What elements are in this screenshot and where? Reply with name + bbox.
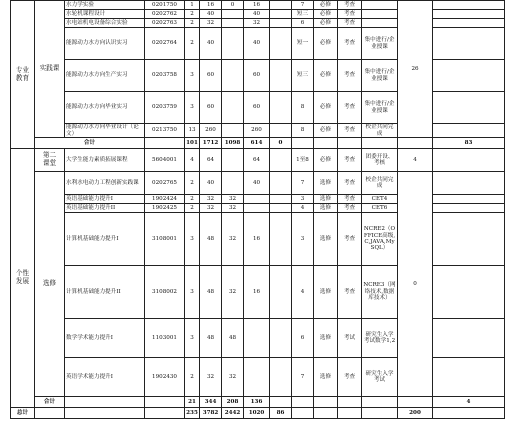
- other-hours: [270, 92, 292, 124]
- other-hours: [270, 149, 292, 172]
- hours: 60: [200, 92, 222, 124]
- hours: 32: [200, 358, 222, 397]
- blank-cell: [35, 408, 65, 419]
- credit: 2: [185, 358, 200, 397]
- course-type: 必修: [314, 10, 338, 19]
- subtotal-label: 合计: [35, 397, 65, 408]
- credit: 2: [185, 204, 200, 213]
- lecture-hours: [222, 124, 244, 138]
- blank-cell: [338, 138, 362, 149]
- course-type: 选修: [314, 204, 338, 213]
- other-hours: [270, 60, 292, 92]
- exam-type: 考查: [338, 266, 362, 319]
- blank-cell: [338, 397, 362, 408]
- hours: 32: [200, 195, 222, 204]
- lecture-hours: [222, 60, 244, 92]
- other-hours: [270, 358, 292, 397]
- blank-cell: [433, 204, 505, 213]
- blank-cell: [362, 397, 398, 408]
- course-type: 必修: [314, 28, 338, 60]
- credit: 2: [185, 28, 200, 60]
- table-row: [11, 1, 505, 10]
- course-type: 选修: [314, 319, 338, 358]
- hours: 32: [200, 19, 222, 28]
- table-row: [11, 172, 505, 195]
- course-name: 能源动力水方向认识实习: [65, 28, 145, 60]
- course-code: 3108002: [145, 266, 185, 319]
- course-name: 水轮机课程设计: [65, 10, 145, 19]
- blank-cell: [433, 28, 505, 60]
- lecture-hours: 32: [222, 195, 244, 204]
- note: CET4: [362, 195, 398, 204]
- category-shijianke: 实践课: [35, 1, 65, 138]
- grand-total-other: 86: [270, 408, 292, 419]
- blank-cell: [433, 266, 505, 319]
- grand-total-label: 总计: [11, 408, 35, 419]
- blank-cell: [433, 213, 505, 266]
- other-hours: [270, 124, 292, 138]
- lecture-hours: 32: [222, 358, 244, 397]
- blank-cell: [65, 397, 145, 408]
- subtotal-other: [270, 397, 292, 408]
- note: 研究生入学考试: [362, 358, 398, 397]
- lecture-hours: [222, 172, 244, 195]
- blank-cell: [145, 397, 185, 408]
- course-plan-table: [10, 0, 505, 419]
- blank-cell: [145, 138, 185, 149]
- blank-cell: [433, 124, 505, 138]
- category-dierketang: 第二 课堂: [35, 149, 65, 172]
- grand-total-hours: 3782: [200, 408, 222, 419]
- exam-type: 考查: [338, 213, 362, 266]
- course-name: 能源动力水方向毕业设计（论文）: [65, 124, 145, 138]
- practice-hours: [244, 195, 270, 204]
- lecture-hours: 0: [222, 1, 244, 10]
- credit: 3: [185, 213, 200, 266]
- blank-cell: [433, 149, 505, 172]
- hours: 48: [200, 266, 222, 319]
- grand-total-practice: 1020: [244, 408, 270, 419]
- credit: 3: [185, 60, 200, 92]
- other-hours: [270, 19, 292, 28]
- subtotal-credit: 101: [185, 138, 200, 149]
- course-name: 英语基础能力提升I: [65, 195, 145, 204]
- blank-cell: [314, 397, 338, 408]
- lecture-hours: [222, 10, 244, 19]
- blank-cell: [362, 138, 398, 149]
- subtotal-total: 4: [433, 397, 505, 408]
- exam-type: 考查: [338, 1, 362, 10]
- subtotal-lecture: 1098: [222, 138, 244, 149]
- blank-cell: [314, 138, 338, 149]
- gexing-total: 0: [398, 172, 433, 397]
- course-name: 数学学术能力提升I: [65, 319, 145, 358]
- course-type: 必修: [314, 19, 338, 28]
- subtotal-practice: 136: [244, 397, 270, 408]
- category-gexing: 个性 发展: [11, 149, 35, 408]
- course-code: 1902425: [145, 204, 185, 213]
- semester: 3: [292, 213, 314, 266]
- grand-total-credit: 235: [185, 408, 200, 419]
- exam-type: 考查: [338, 10, 362, 19]
- course-name: 英语学术能力提升I: [65, 358, 145, 397]
- other-hours: [270, 213, 292, 266]
- course-type: 必修: [314, 1, 338, 10]
- course-name: 计算机基础能力提升II: [65, 266, 145, 319]
- blank-cell: [292, 397, 314, 408]
- practice-hours: 16: [244, 213, 270, 266]
- course-type: 选修: [314, 358, 338, 397]
- blank-cell: [338, 408, 362, 419]
- exam-type: 考查: [338, 204, 362, 213]
- semester: 短三: [292, 60, 314, 92]
- shijianke-total: 26: [398, 1, 433, 138]
- practice-hours: 40: [244, 172, 270, 195]
- practice-hours: 40: [244, 28, 270, 60]
- note: [362, 1, 398, 10]
- practice-hours: 260: [244, 124, 270, 138]
- lecture-hours: [222, 19, 244, 28]
- course-name: 水力学实验: [65, 1, 145, 10]
- exam-type: 考试: [338, 319, 362, 358]
- subtotal-label: 合计: [35, 138, 145, 149]
- credit: 2: [185, 172, 200, 195]
- subtotal-practice: 614: [244, 138, 270, 149]
- course-name: 能源动力水方向毕业实习: [65, 92, 145, 124]
- semester: 3: [292, 195, 314, 204]
- practice-hours: 16: [244, 266, 270, 319]
- credit: 4: [185, 149, 200, 172]
- other-hours: [270, 172, 292, 195]
- practice-hours: 64: [244, 149, 270, 172]
- hours: 64: [200, 149, 222, 172]
- practice-hours: 40: [244, 10, 270, 19]
- blank-cell: [145, 408, 185, 419]
- lecture-hours: [222, 28, 244, 60]
- course-name: 水电站机电设备综合实验: [65, 19, 145, 28]
- exam-type: 考查: [338, 358, 362, 397]
- hours: 40: [200, 172, 222, 195]
- semester: 4: [292, 204, 314, 213]
- blank-cell: [362, 408, 398, 419]
- hours: 48: [200, 319, 222, 358]
- blank-cell: [433, 319, 505, 358]
- blank-cell: [433, 1, 505, 10]
- course-code: 1103001: [145, 319, 185, 358]
- grand-total-row: [11, 408, 505, 419]
- second-class-total: 4: [398, 149, 433, 172]
- other-hours: [270, 204, 292, 213]
- blank-cell: [433, 19, 505, 28]
- other-hours: [270, 266, 292, 319]
- exam-type: 考查: [338, 172, 362, 195]
- semester: 8: [292, 124, 314, 138]
- credit: 2: [185, 19, 200, 28]
- course-type: 选修: [314, 213, 338, 266]
- note: 校企共同完成: [362, 124, 398, 138]
- credit: 3: [185, 266, 200, 319]
- category-zhuanye: 专业 教育: [11, 1, 35, 149]
- note: [362, 19, 398, 28]
- blank-cell: [433, 172, 505, 195]
- credit: 13: [185, 124, 200, 138]
- course-type: 选修: [314, 195, 338, 204]
- note: NCRE2（OFFICE高级,C,JAVA,MySQL）: [362, 213, 398, 266]
- note: 研究生入学考试数学1,2: [362, 319, 398, 358]
- course-type: 必修: [314, 60, 338, 92]
- semester: 8: [292, 92, 314, 124]
- blank-cell: [433, 358, 505, 397]
- blank-cell: [433, 195, 505, 204]
- semester: 6: [292, 19, 314, 28]
- semester: 7: [292, 1, 314, 10]
- course-code: 0203758: [145, 60, 185, 92]
- semester: 1至8: [292, 149, 314, 172]
- course-type: 选修: [314, 172, 338, 195]
- lecture-hours: 32: [222, 213, 244, 266]
- practice-hours: [244, 358, 270, 397]
- semester: 短一: [292, 28, 314, 60]
- practice-hours: [244, 204, 270, 213]
- other-hours: [270, 195, 292, 204]
- course-type: 必修: [314, 92, 338, 124]
- practice-hours: 32: [244, 19, 270, 28]
- course-name: 英语基础能力提升II: [65, 204, 145, 213]
- blank-cell: [292, 408, 314, 419]
- hours: 32: [200, 204, 222, 213]
- practice-hours: 16: [244, 1, 270, 10]
- category-xuanxiu: 选修: [35, 172, 65, 397]
- blank-cell: [65, 408, 145, 419]
- subtotal-hours: 344: [200, 397, 222, 408]
- course-code: 0202763: [145, 19, 185, 28]
- hours: 40: [200, 10, 222, 19]
- subtotal-other: 0: [270, 138, 292, 149]
- course-code: 0202765: [145, 172, 185, 195]
- course-code: 3108001: [145, 213, 185, 266]
- other-hours: [270, 1, 292, 10]
- note: NCRE3（网络技术,数据库技术）: [362, 266, 398, 319]
- subtotal-row: [11, 138, 505, 149]
- exam-type: 考查: [338, 92, 362, 124]
- blank-cell: [398, 138, 433, 149]
- lecture-hours: [222, 92, 244, 124]
- subtotal-total: 83: [433, 138, 505, 149]
- practice-hours: [244, 319, 270, 358]
- credit: 2: [185, 195, 200, 204]
- exam-type: 考查: [338, 149, 362, 172]
- exam-type: 考查: [338, 28, 362, 60]
- grand-total-lecture: 2442: [222, 408, 244, 419]
- blank-cell: [292, 138, 314, 149]
- exam-type: 考查: [338, 124, 362, 138]
- grand-total-total: 200: [398, 408, 433, 419]
- table-row: [11, 149, 505, 172]
- note: 集中进行/企业授课: [362, 28, 398, 60]
- note: 集中进行/企业授课: [362, 92, 398, 124]
- course-type: 必修: [314, 149, 338, 172]
- hours: 16: [200, 1, 222, 10]
- course-name: 水利水电动力工程创新实践课: [65, 172, 145, 195]
- blank-cell: [433, 60, 505, 92]
- subtotal-row: [11, 397, 505, 408]
- blank-cell: [314, 408, 338, 419]
- hours: 60: [200, 60, 222, 92]
- blank-cell: [433, 10, 505, 19]
- exam-type: 考查: [338, 19, 362, 28]
- hours: 48: [200, 213, 222, 266]
- note: 校企共同完成: [362, 172, 398, 195]
- exam-type: 考查: [338, 60, 362, 92]
- course-code: 1902430: [145, 358, 185, 397]
- blank-cell: [398, 397, 433, 408]
- course-code: 0202764: [145, 28, 185, 60]
- course-code: 0202762: [145, 10, 185, 19]
- lecture-hours: 48: [222, 319, 244, 358]
- hours: 260: [200, 124, 222, 138]
- other-hours: [270, 10, 292, 19]
- hours: 40: [200, 28, 222, 60]
- semester: 短三: [292, 10, 314, 19]
- credit: 3: [185, 92, 200, 124]
- credit: 2: [185, 10, 200, 19]
- course-type: 选修: [314, 266, 338, 319]
- note: 团委开设、考核: [362, 149, 398, 172]
- other-hours: [270, 319, 292, 358]
- blank-cell: [433, 408, 505, 419]
- subtotal-hours: 1712: [200, 138, 222, 149]
- note: [362, 10, 398, 19]
- credit: 1: [185, 1, 200, 10]
- practice-hours: 60: [244, 60, 270, 92]
- course-name: 能源动力水方向生产实习: [65, 60, 145, 92]
- course-name: 计算机基础能力提升I: [65, 213, 145, 266]
- exam-type: 考查: [338, 195, 362, 204]
- lecture-hours: 32: [222, 266, 244, 319]
- lecture-hours: 32: [222, 204, 244, 213]
- semester: 7: [292, 172, 314, 195]
- course-code: 5604001: [145, 149, 185, 172]
- other-hours: [270, 28, 292, 60]
- lecture-hours: [222, 149, 244, 172]
- note: CET6: [362, 204, 398, 213]
- blank-cell: [433, 92, 505, 124]
- semester: 7: [292, 358, 314, 397]
- semester: 6: [292, 319, 314, 358]
- practice-hours: 60: [244, 92, 270, 124]
- note: 集中进行/企业授课: [362, 60, 398, 92]
- course-code: 1902424: [145, 195, 185, 204]
- course-code: 0201750: [145, 1, 185, 10]
- subtotal-lecture: 208: [222, 397, 244, 408]
- course-type: 必修: [314, 124, 338, 138]
- course-name: 大学生能力素质拓展课程: [65, 149, 145, 172]
- course-code: 0203759: [145, 92, 185, 124]
- credit: 3: [185, 319, 200, 358]
- subtotal-credit: 21: [185, 397, 200, 408]
- semester: 4: [292, 266, 314, 319]
- course-code: 0213750: [145, 124, 185, 138]
